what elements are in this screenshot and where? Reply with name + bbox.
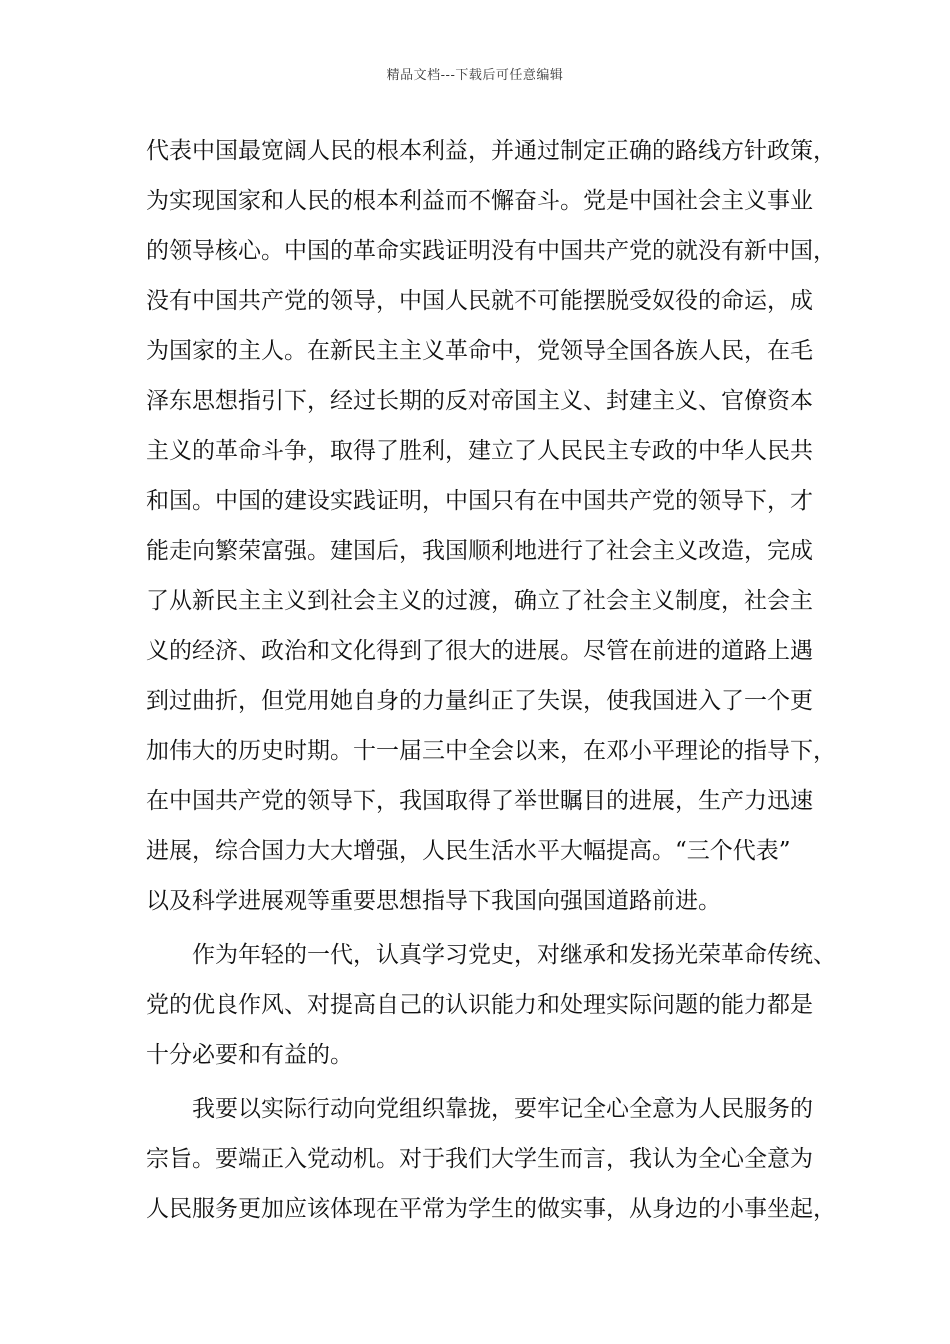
text-line: 到过曲折，但党用她自身的力量纠正了失误，使我国进入了一个更: [146, 688, 813, 714]
document-body: [146, 126, 836, 1234]
text-line: 人民服务更加应该体现在平常为学生的做实事，从身边的小事坐起，: [146, 1196, 836, 1222]
text-line: 在中国共产党的领导下，我国取得了举世瞩目的进展，生产力迅速: [146, 788, 813, 814]
text-line: 代表中国最宽阔人民的根本利益，并通过制定正确的路线方针政策，: [146, 138, 836, 164]
text-line: 了从新民主主义到社会主义的过渡，确立了社会主义制度，社会主: [146, 588, 813, 614]
text-line: 我要以实际行动向党组织靠拢，要牢记全心全意为人民服务的: [192, 1096, 813, 1122]
text-line: 进展，综合国力大大增强，人民生活水平大幅提高。“三个代表”: [146, 838, 791, 864]
text-line: 为国家的主人。在新民主主义革命中，党领导全国各族人民，在毛: [146, 338, 813, 364]
paragraph-1: [146, 126, 836, 926]
text-line: 作为年轻的一代，认真学习党史，对继承和发扬光荣革命传统、: [192, 942, 836, 968]
text-line: 加伟大的历史时期。十一届三中全会以来，在邓小平理论的指导下，: [146, 738, 836, 764]
text-line: 宗旨。要端正入党动机。对于我们大学生而言，我认为全心全意为: [146, 1146, 813, 1172]
text-line: 和国。中国的建设实践证明，中国只有在中国共产党的领导下，才: [146, 488, 813, 514]
text-line: 为实现国家和人民的根本利益而不懈奋斗。党是中国社会主义事业: [146, 188, 813, 214]
text-line: 泽东思想指引下，经过长期的反对帝国主义、封建主义、官僚资本: [146, 388, 813, 414]
text-line: 能走向繁荣富强。建国后，我国顺利地进行了社会主义改造，完成: [146, 538, 813, 564]
text-line: 义的经济、政治和文化得到了很大的进展。尽管在前进的道路上遇: [146, 638, 813, 664]
text-line: 以及科学进展观等重要思想指导下我国向强国道路前进。: [146, 888, 721, 914]
paragraph-2: [146, 930, 836, 1080]
paragraph-3: [146, 1084, 836, 1234]
text-line: 没有中国共产党的领导，中国人民就不可能摆脱受奴役的命运，成: [146, 288, 813, 314]
text-line: 党的优良作风、对提高自己的认识能力和处理实际问题的能力都是: [146, 992, 813, 1018]
text-line: 的领导核心。中国的革命实践证明没有中国共产党的就没有新中国，: [146, 238, 836, 264]
page-header: 精品文档---下载后可任意编辑: [386, 68, 564, 83]
text-line: 十分必要和有益的。: [146, 1042, 353, 1068]
text-line: 主义的革命斗争，取得了胜利，建立了人民民主专政的中华人民共: [146, 438, 813, 464]
